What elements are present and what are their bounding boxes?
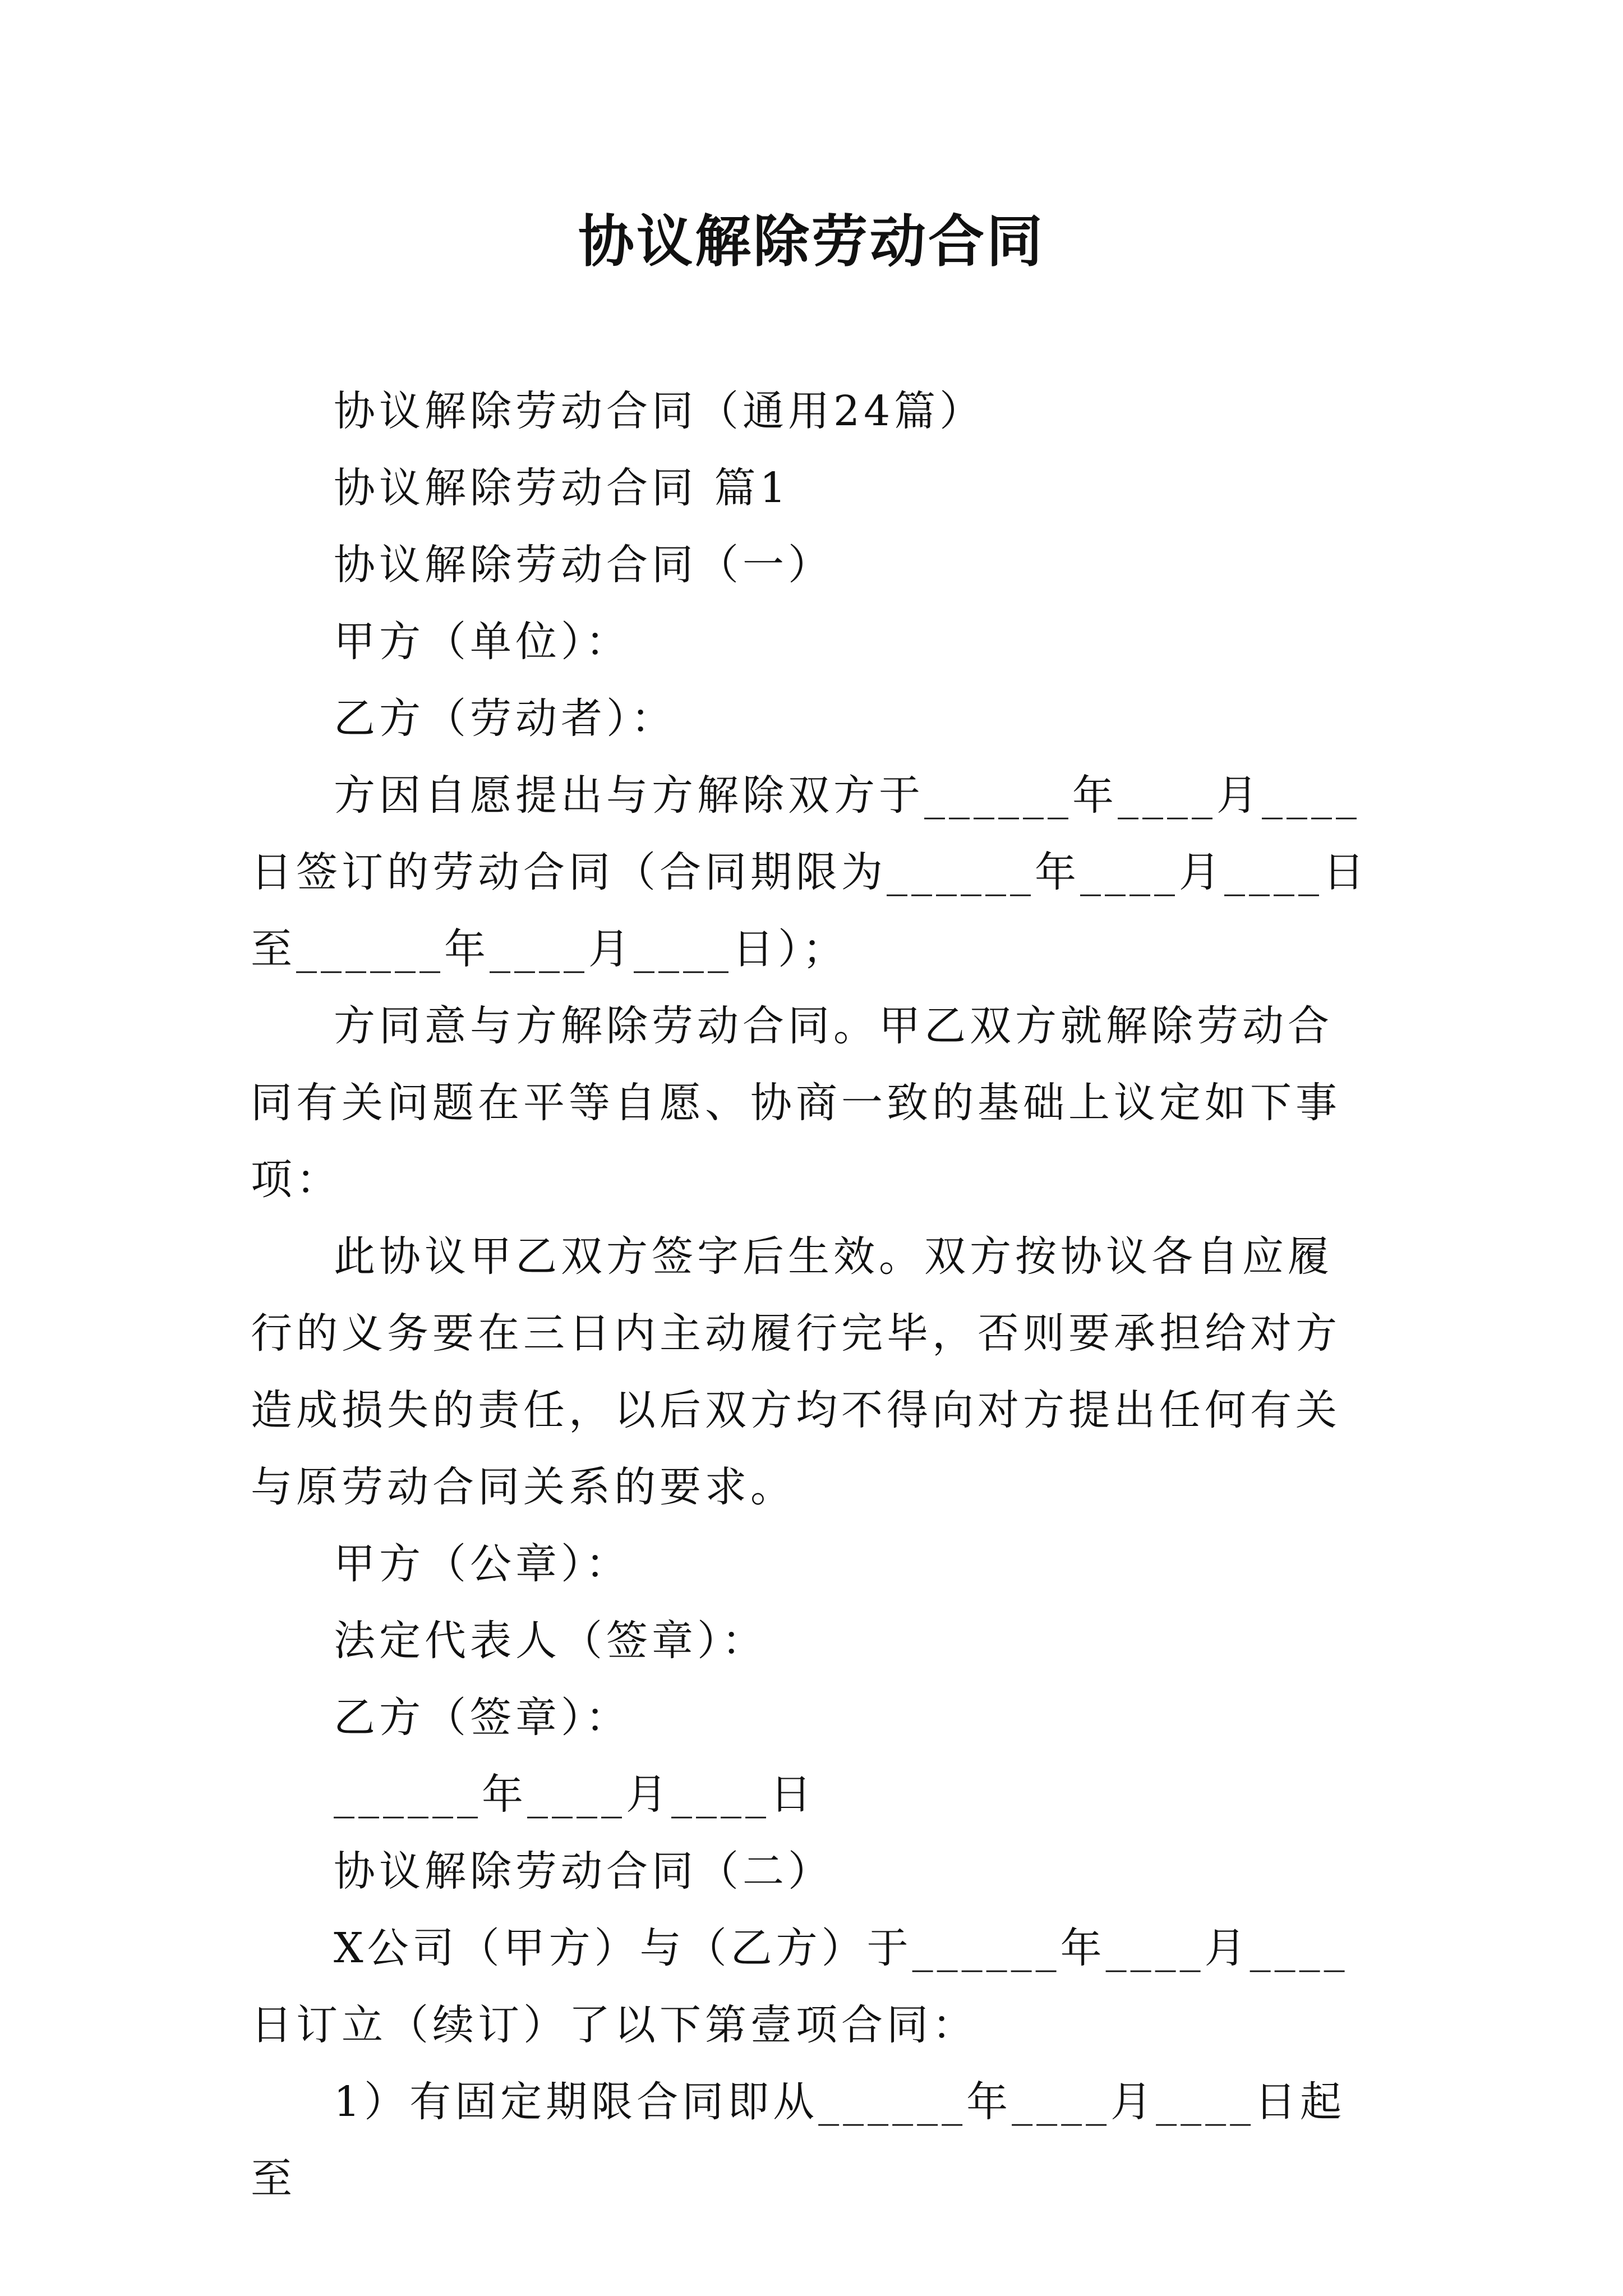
paragraph: 甲方（单位）： <box>334 618 631 666</box>
paragraph: 1）有固定期限合同即从______年____月____日起至 <box>251 2078 1346 2203</box>
paragraph: 方因自愿提出与方解除双方于______年____月____日签订的劳动合同（合同期限为______年____月____日至______年____月____日）； <box>251 771 1368 973</box>
paragraph: 协议解除劳动合同 篇1 <box>334 464 790 512</box>
paragraph: 方同意与方解除劳动合同。甲乙双方就解除劳动合同有关问题在平等自愿、协商一致的基础上议定如下事项： <box>251 1002 1341 1204</box>
paragraph: 乙方（劳动者）： <box>334 694 676 743</box>
paragraph: X公司（甲方）与（乙方）于______年____月____日订立（续订）了以下第壹项合同： <box>251 1924 1349 2049</box>
paragraph: 此协议甲乙双方签字后生效。双方按协议各自应履行的义务要在三日内主动履行完毕，否则要承担给对方造成损失的责任，以后双方均不得向对方提出任何有关与原劳动合同关系的要求。 <box>251 1232 1341 1511</box>
paragraph: 甲方（公章）： <box>334 1540 631 1588</box>
document-body <box>251 373 1372 2217</box>
document-title: 协议解除劳动合同 <box>578 208 1045 274</box>
paragraph: 协议解除劳动合同（一） <box>334 541 833 589</box>
paragraph: 乙方（签章）： <box>334 1694 631 1742</box>
paragraph: 协议解除劳动合同（二） <box>334 1847 833 1895</box>
paragraph: 法定代表人（签章）： <box>334 1617 767 1665</box>
paragraph: 协议解除劳动合同（通用24篇） <box>334 387 985 435</box>
paragraph: ______年____月____日 <box>334 1770 815 1819</box>
